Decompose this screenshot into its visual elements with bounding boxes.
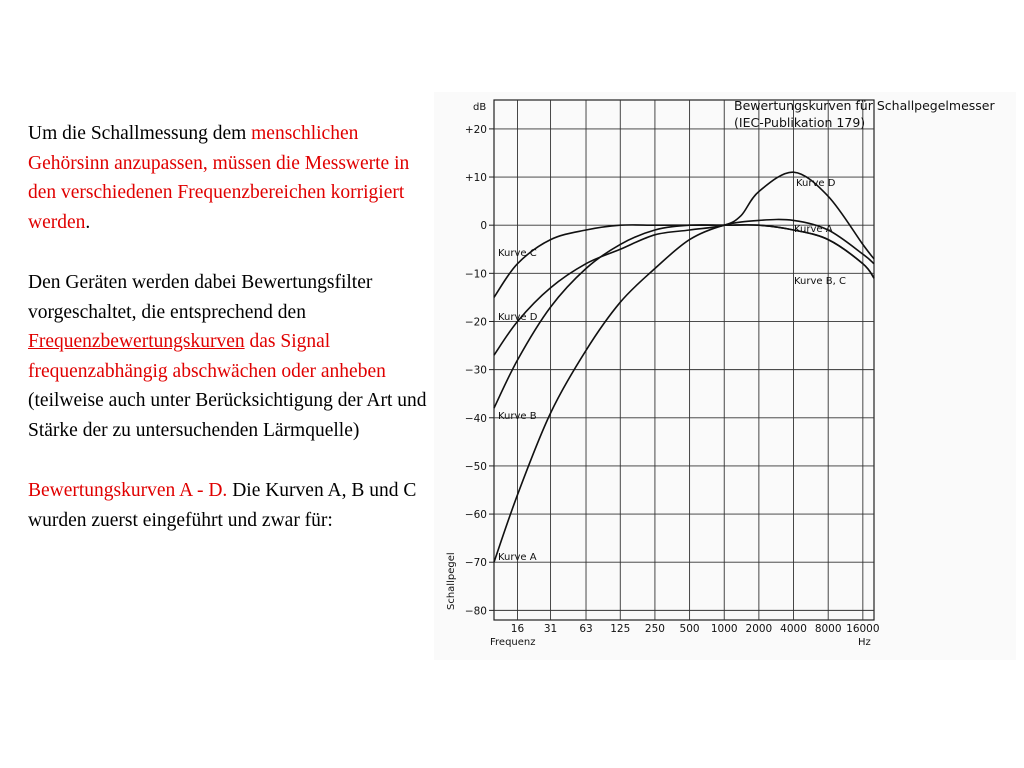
x-tick-label: 2000 xyxy=(745,623,773,635)
curve-label: Kurve B, C xyxy=(794,276,846,287)
curve-label: Kurve A xyxy=(794,224,833,235)
p2-end: (teilweise auch unter Berücksichtigung der Art und Stärke der zu untersuchenden Lärmquelle) xyxy=(28,390,427,441)
y-tick-label: −30 xyxy=(464,364,487,377)
y-axis-title: Schallpegel xyxy=(446,552,457,610)
curve-label: Kurve B xyxy=(498,411,537,422)
y-tick-label: −40 xyxy=(464,412,487,425)
y-tick-label: −80 xyxy=(464,605,487,618)
y-tick-label: −20 xyxy=(464,316,487,329)
x-tick-label: 16 xyxy=(510,623,525,635)
weighting-curves-chart xyxy=(434,92,1016,660)
curve-label: Kurve D xyxy=(796,178,836,189)
chart-title: Bewertungskurven für Schallpegelmesser xyxy=(734,98,995,113)
chart-svg xyxy=(434,92,1016,660)
x-axis-title: Frequenz xyxy=(490,637,536,648)
p1-end: . xyxy=(85,211,91,233)
y-tick-label: −50 xyxy=(464,460,487,473)
x-tick-label: 1000 xyxy=(710,623,738,635)
paragraph-1 xyxy=(28,119,428,237)
paragraph-3 xyxy=(28,476,428,535)
curve-label: Kurve A xyxy=(498,552,537,563)
x-unit-label: Hz xyxy=(858,637,871,648)
y-tick-label: −10 xyxy=(464,268,487,281)
x-tick-label: 8000 xyxy=(814,623,842,635)
x-tick-label: 31 xyxy=(543,623,558,635)
p3-text: Die Kurven A, B und C wurden zuerst eingeführt und zwar für: xyxy=(28,480,417,531)
frequenzbewertungskurven-link[interactable]: Frequenzbewertungskurven xyxy=(28,331,245,352)
y-tick-label: −60 xyxy=(464,509,487,522)
p3-highlight: Bewertungskurven A - D. xyxy=(28,480,228,501)
x-tick-label: 16000 xyxy=(846,623,880,635)
curve-label: Kurve D xyxy=(498,312,538,323)
chart-subtitle: (IEC-Publikation 179) xyxy=(734,115,866,130)
x-tick-label: 250 xyxy=(644,623,665,635)
p2-text: Den Geräten werden dabei Bewertungsfilter vorgeschaltet, die entsprechend den xyxy=(28,272,373,323)
x-tick-label: 63 xyxy=(579,623,593,635)
y-tick-label: 0 xyxy=(480,220,487,233)
paragraph-2 xyxy=(28,268,428,445)
slide-text xyxy=(28,119,428,566)
curve-label: Kurve C xyxy=(498,248,537,259)
y-tick-label: +10 xyxy=(464,172,487,185)
p1-highlight: menschlichen Gehörsinn anzupassen, müssen die Messwerte in den verschiedenen Frequenzbereichen korrigiert werden xyxy=(28,123,410,233)
x-tick-label: 500 xyxy=(679,623,700,635)
x-tick-label: 125 xyxy=(610,623,631,635)
p1-text: Um die Schallmessung dem xyxy=(28,123,252,144)
y-tick-label: −70 xyxy=(464,557,487,570)
y-tick-label: +20 xyxy=(464,123,487,136)
y-unit-label: dB xyxy=(473,102,487,113)
p2-highlight: das Signal frequenzabhängig abschwächen oder anheben xyxy=(28,331,386,382)
x-tick-label: 4000 xyxy=(780,623,807,635)
